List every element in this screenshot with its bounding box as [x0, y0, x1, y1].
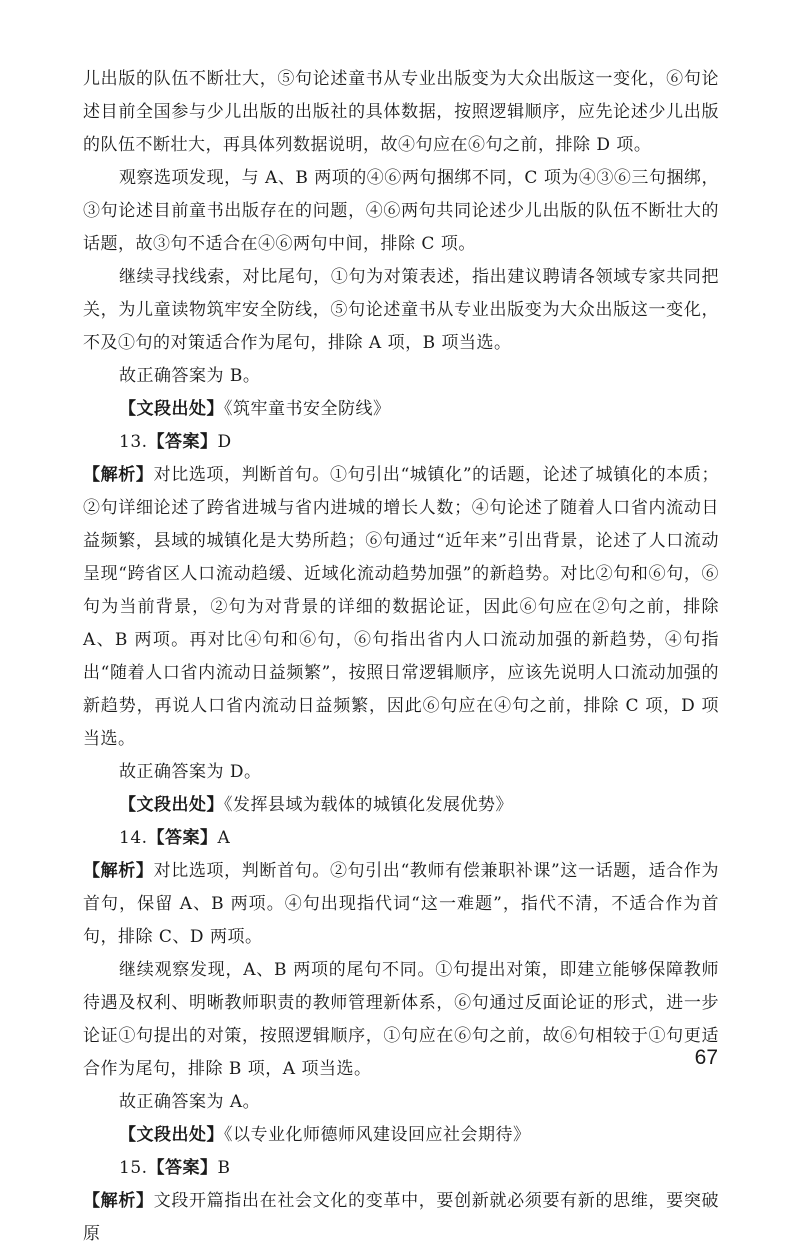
source-line-13 — [83, 789, 719, 822]
source-title: 《以专业化师德师风建设回应社会期待》 — [224, 1125, 531, 1145]
analysis-label: 【解析】 — [83, 1191, 154, 1211]
analysis-label: 【解析】 — [83, 861, 154, 881]
source-label: 【文段出处】 — [119, 795, 224, 815]
analysis-13 — [83, 459, 719, 756]
analysis-text: 对比选项，判断首句。①句引出“城镇化”的话题，论述了城镇化的本质；②句详细论述了跨省进城与省内进城的增长人数；④句论述了随着人口省内流动日益频繁，县域的城镇化是大势所趋；⑥句通过“近年来”引出背景，论述了人口流动呈现“跨省区人口流动趋缓、近域化流动趋势加强”的新趋势。对比②句和⑥句，⑥句为当前背景，②句为对背景的详细的数据论证，因此⑥句应在②句之前，排除 A、B 两项。再对比④句和⑥句，⑥句指出省内人口流动加强的新趋势，④句指出“随着人口省内流动日益频繁”，按照日常逻辑顺序，应该先说明人口流动加强的新趋势，再说人口省内流动日益频繁，因此⑥句应在④句之前，排除 C 项，D 项当选。 — [83, 465, 720, 749]
paragraph-ending-clue: 继续寻找线索，对比尾句，①句为对策表述，指出建议聘请各领域专家共同把关，为儿童读物筑牢安全防线，⑤句论述童书从专业出版变为大众出版这一变化，不及①句的对策适合作为尾句，排除 A 项，B 项当选。 — [83, 267, 719, 353]
source-line-12 — [83, 393, 719, 426]
analysis-text: 文段开篇指出在社会文化的变革中，要创新就必须要有新的思维，要突破原 — [83, 1191, 720, 1244]
answer-value: B — [217, 1158, 231, 1178]
analysis-14 — [83, 855, 719, 954]
answer-line-13 — [83, 426, 719, 459]
answer-line-15 — [83, 1152, 719, 1185]
answer-line-14 — [83, 822, 719, 855]
paragraph-conclusion-12: 故正确答案为 B。 — [119, 366, 261, 386]
question-number: 15. — [119, 1158, 148, 1178]
analysis-text: 对比选项，判断首句。②句引出“教师有偿兼职补课”这一话题，适合作为首句，保留 A、B 两项。④句出现指代词“这一难题”，指代不清，不适合作为首句，排除 C、D 两项。 — [83, 861, 720, 947]
analysis-label: 【解析】 — [83, 465, 154, 485]
question-number: 13. — [119, 432, 148, 452]
source-label: 【文段出处】 — [119, 1125, 224, 1145]
answer-label: 【答案】 — [147, 432, 218, 452]
answer-value: D — [217, 432, 232, 452]
analysis-15 — [83, 1185, 719, 1251]
page-number: 67 — [694, 1046, 718, 1069]
paragraph-observation: 观察选项发现，与 A、B 两项的④⑥两句捆绑不同，C 项为④③⑥三句捆绑，③句论述目前童书出版存在的问题，④⑥两句共同论述少儿出版的队伍不断壮大的话题，故③句不适合在④⑥两句中间，排除 C 项。 — [83, 168, 719, 254]
conclusion-13: 故正确答案为 D。 — [119, 762, 262, 782]
source-label: 【文段出处】 — [119, 399, 224, 419]
paragraph-continuation: 儿出版的队伍不断壮大，⑤句论述童书从专业出版变为大众出版这一变化，⑥句论述目前全国参与少儿出版的出版社的具体数据，按照逻辑顺序，应先论述少儿出版的队伍不断壮大，再具体列数据说明，故④句应在⑥句之前，排除 D 项。 — [83, 69, 719, 155]
answer-value: A — [217, 828, 231, 848]
answer-label: 【答案】 — [147, 828, 218, 848]
source-title: 《筑牢童书安全防线》 — [224, 399, 391, 419]
source-title: 《发挥县域为载体的城镇化发展优势》 — [224, 795, 513, 815]
conclusion-14: 故正确答案为 A。 — [119, 1092, 261, 1112]
source-line-14 — [83, 1119, 719, 1152]
answer-label: 【答案】 — [147, 1158, 218, 1178]
continuation-14: 继续观察发现，A、B 两项的尾句不同。①句提出对策，即建立能够保障教师待遇及权利、明晰教师职责的教师管理新体系，⑥句通过反面论证的形式，进一步论证①句提出的对策，按照逻辑顺序，①句应在⑥句之前，故⑥句相较于①句更适合作为尾句，排除 B 项，A 项当选。 — [83, 960, 719, 1079]
question-number: 14. — [119, 828, 148, 848]
document-body — [83, 63, 719, 1251]
